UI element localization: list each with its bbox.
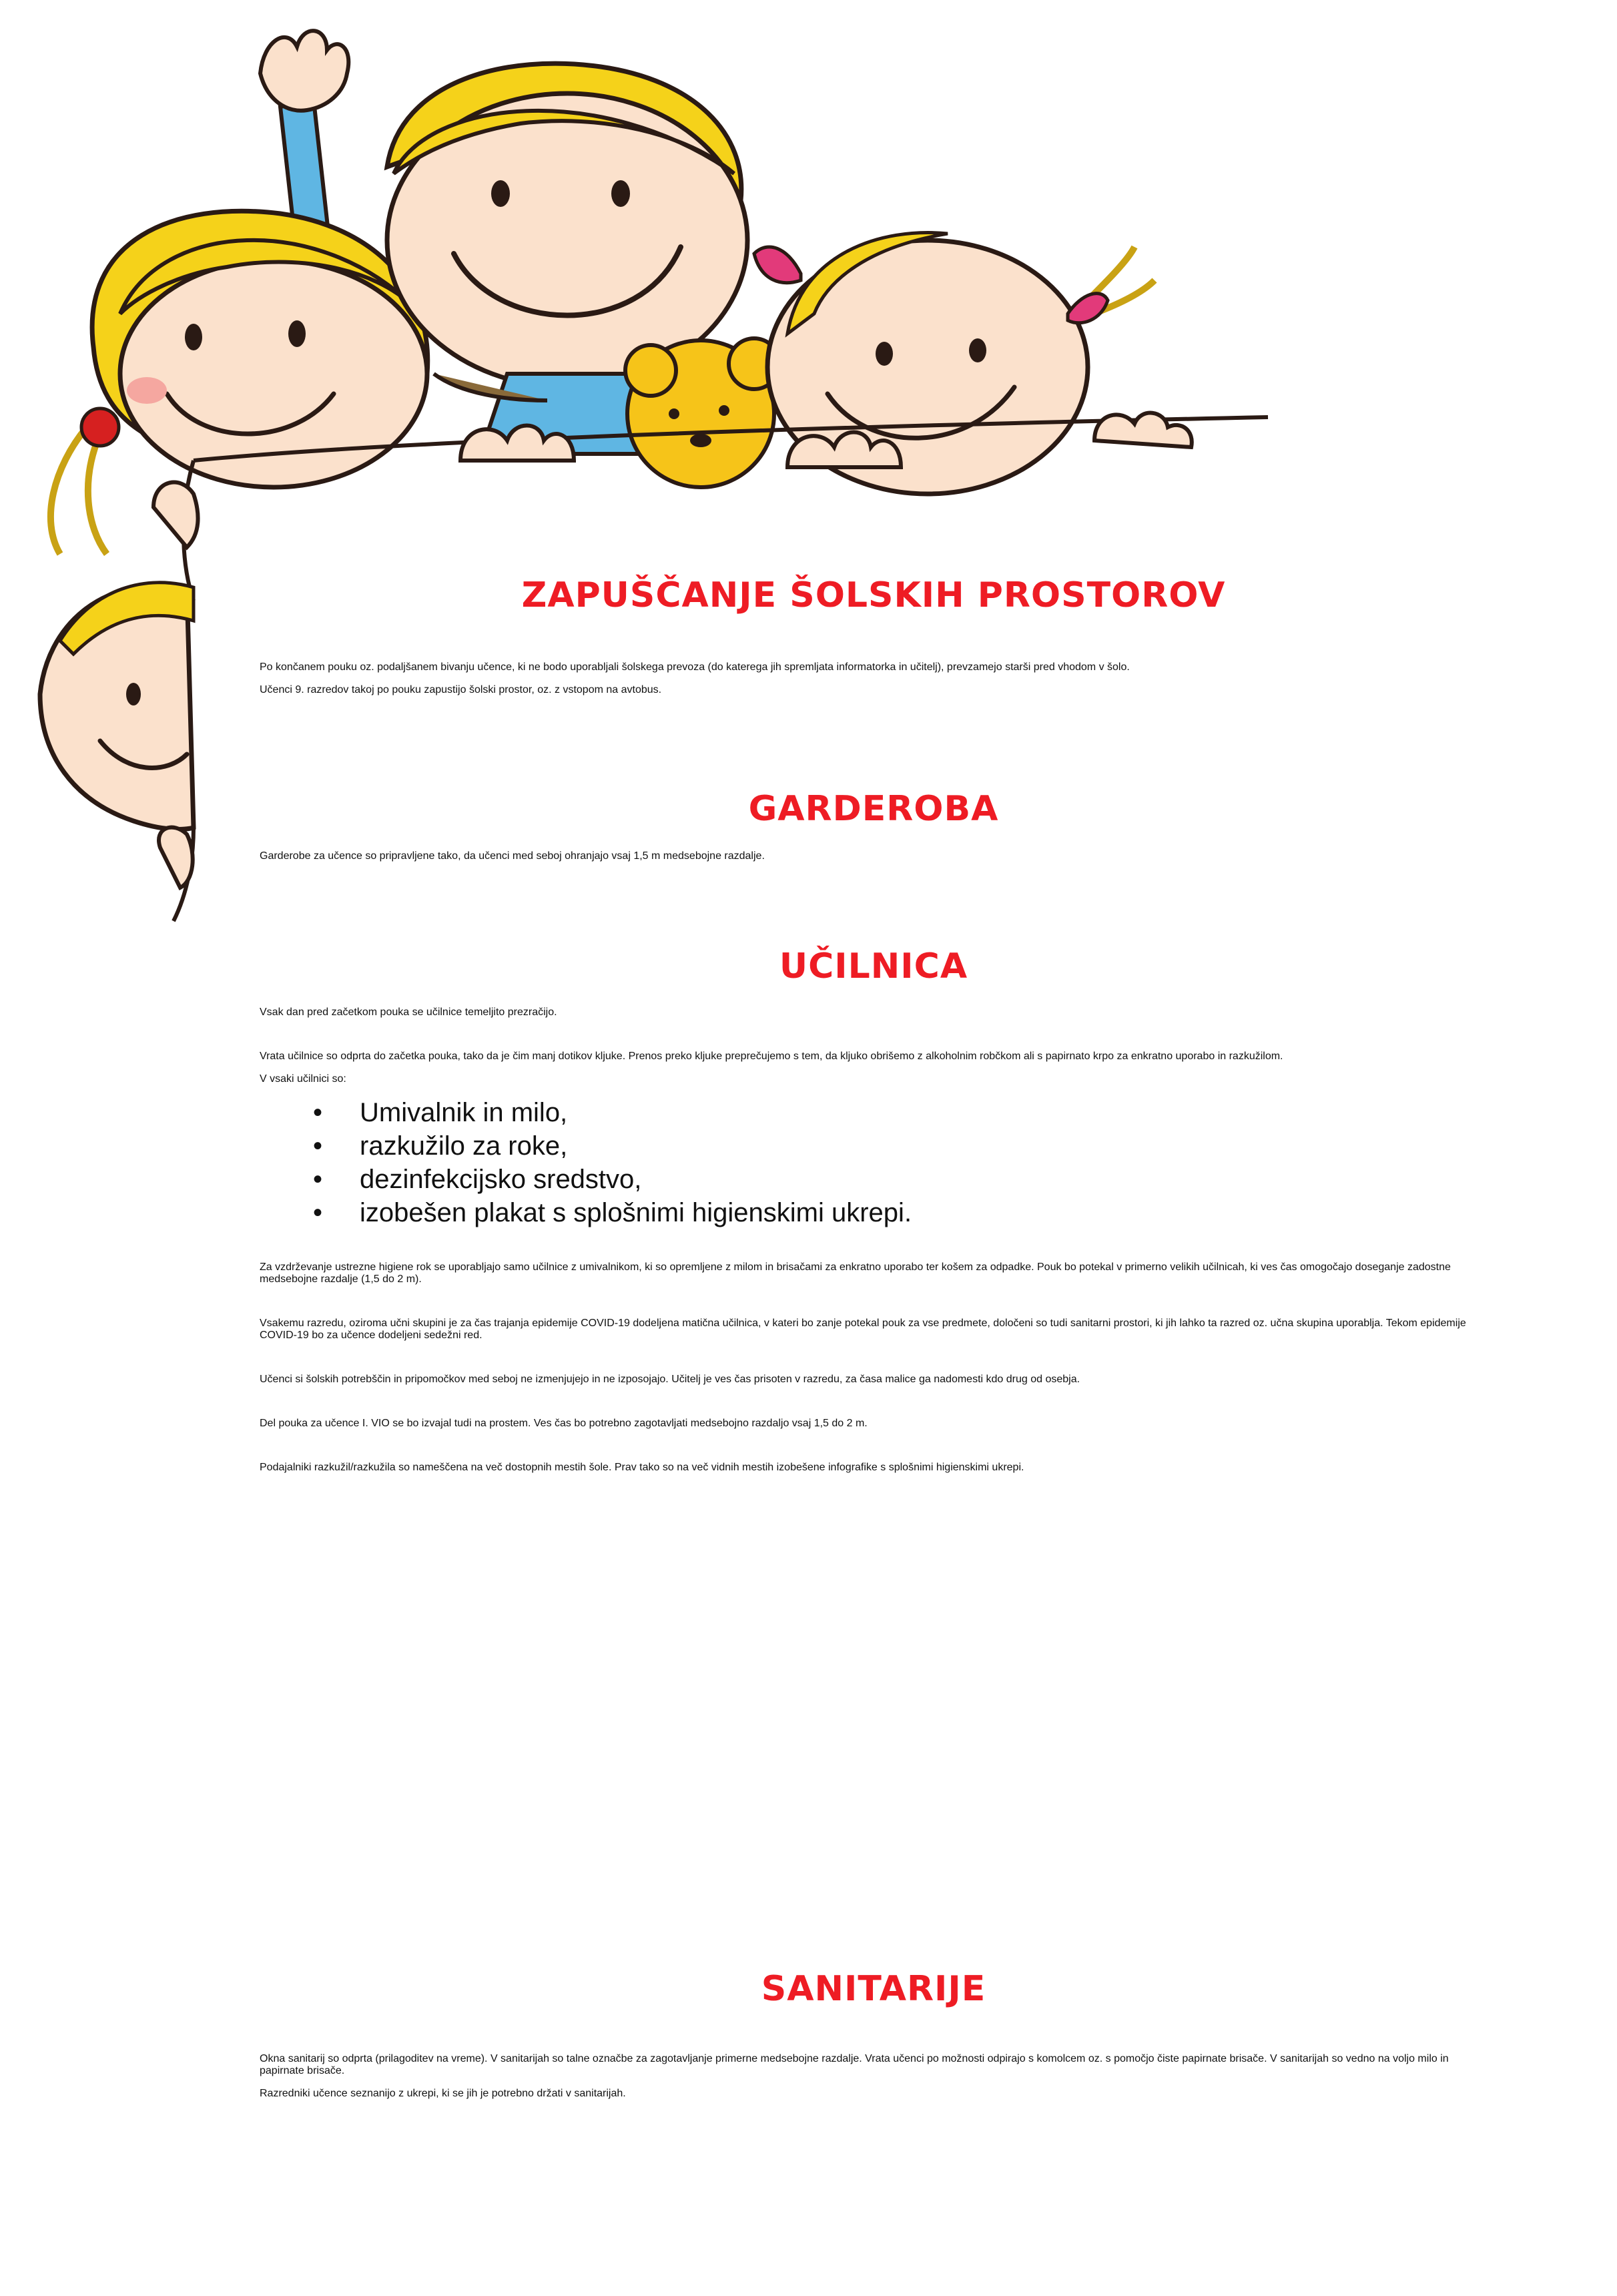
classroom-p3: Za vzdrževanje ustrezne higiene rok se uporabljajo samo učilnice z umivalnikom, ki so opremljene z milom in brisačami za enkratno uporabo ter košem za odpadke. Pouk bo potekal v primerno velikih učilnicah, ki ves čas omogočajo doseganje zadostne medsebojne razdalje (1,5 do 2 m). [260, 1261, 1451, 1285]
classroom-p4: Vsakemu razredu, oziroma učni skupini je za čas trajanja epidemije COVID-19 dodeljena matična učilnica, v kateri bo zanje potekal pouk za vse predmete, določeni so tudi sanitarni prostori, ki jih lahko ta razred oz. učna skupina uporablja. Tekom epidemije COVID-19 bo za učence dodeljeni sedežni red. [260, 1318, 1466, 1341]
teddy-bear [625, 338, 779, 487]
sanitary-text [260, 2042, 1488, 2110]
classroom-p5: Učenci si šolskih potrebščin in pripomočkov med seboj ne izmenjujejo in ne izposojajo. Učitelj je ves čas prisoten v razredu, za časa malice ga nadomesti kdo drug od osebja. [260, 1374, 1080, 1385]
leaving-line-1: Po končanem pouku oz. podaljšanem bivanju učence, ki ne bodo uporabljali šolskega prevoza (do katerega jih spremljata informatorka in učitelj), prevzamejo starši pred vhodom v šolo. [260, 661, 1130, 673]
list-item: • razkužilo za roke, [260, 1129, 1488, 1163]
classroom-p7: Podajalniki razkužil/razkužila so nameščena na več dostopnih mestih šole. Prav tako so na več vidnih mestih izobešene infografike s splošnimi higienskimi ukrepi. [260, 1462, 1024, 1473]
heading-leaving: ZAPUŠČANJE ŠOLSKIH PROSTOROV [521, 575, 1226, 615]
classroom-p1: Vsak dan pred začetkom pouka se učilnice temeljito prezračijo. [260, 1007, 557, 1018]
classroom-equipment-list [260, 1096, 1488, 1229]
wardrobe-text [260, 840, 1488, 873]
heading-classroom: UČILNICA [779, 946, 968, 986]
sanitary-p2: Razredniki učence seznanijo z ukrepi, ki se jih je potrebno držati v sanitarijah. [260, 2088, 626, 2099]
heading-sanitary: SANITARIJE [761, 1969, 986, 2009]
classroom-p6: Del pouka za učence I. VIO se bo izvajal tudi na prostem. Ves čas bo potrebno zagotavljati medsebojno razdaljo vsaj 1,5 do 2 m. [260, 1418, 868, 1429]
girl-left [51, 211, 428, 554]
classroom-text [260, 996, 1488, 1484]
classroom-p2: Vrata učilnice so odprta do začetka pouka, tako da je čim manj dotikov kljuke. Prenos preko kljuke preprečujemo s tem, da kljuko obrišemo z alkoholnim robčkom ali s papirnato krpo za enkratno uporabo in razkužilom. [260, 1051, 1283, 1062]
list-item: • Umivalnik in milo, [260, 1096, 1488, 1129]
list-item: • dezinfekcijsko sredstvo, [260, 1163, 1488, 1196]
heading-wardrobe: GARDEROBA [748, 789, 999, 829]
leaving-text [260, 651, 1488, 707]
classroom-list-intro: V vsaki učilnici so: [260, 1073, 346, 1085]
peeking-boy [40, 461, 198, 921]
leaving-line-2: Učenci 9. razredov takoj po pouku zapustijo šolski prostor, oz. z vstopom na avtobus. [260, 684, 662, 695]
wardrobe-paragraph: Garderobe za učence so pripravljene tako, da učenci med seboj ohranjajo vsaj 1,5 m medsebojne razdalje. [260, 850, 765, 862]
list-item: • izobešen plakat s splošnimi higienskimi ukrepi. [260, 1196, 1488, 1229]
sanitary-p1: Okna sanitarij so odprta (prilagoditev na vreme). V sanitarijah so talne označbe za zagotavljanje primerne medsebojne razdalje. Vrata učenci po možnosti odpirajo s komolcem oz. s pomočjo čiste papirnate brisače. V sanitarijah so vedno na voljo milo in papirnate brisače. [260, 2053, 1449, 2076]
